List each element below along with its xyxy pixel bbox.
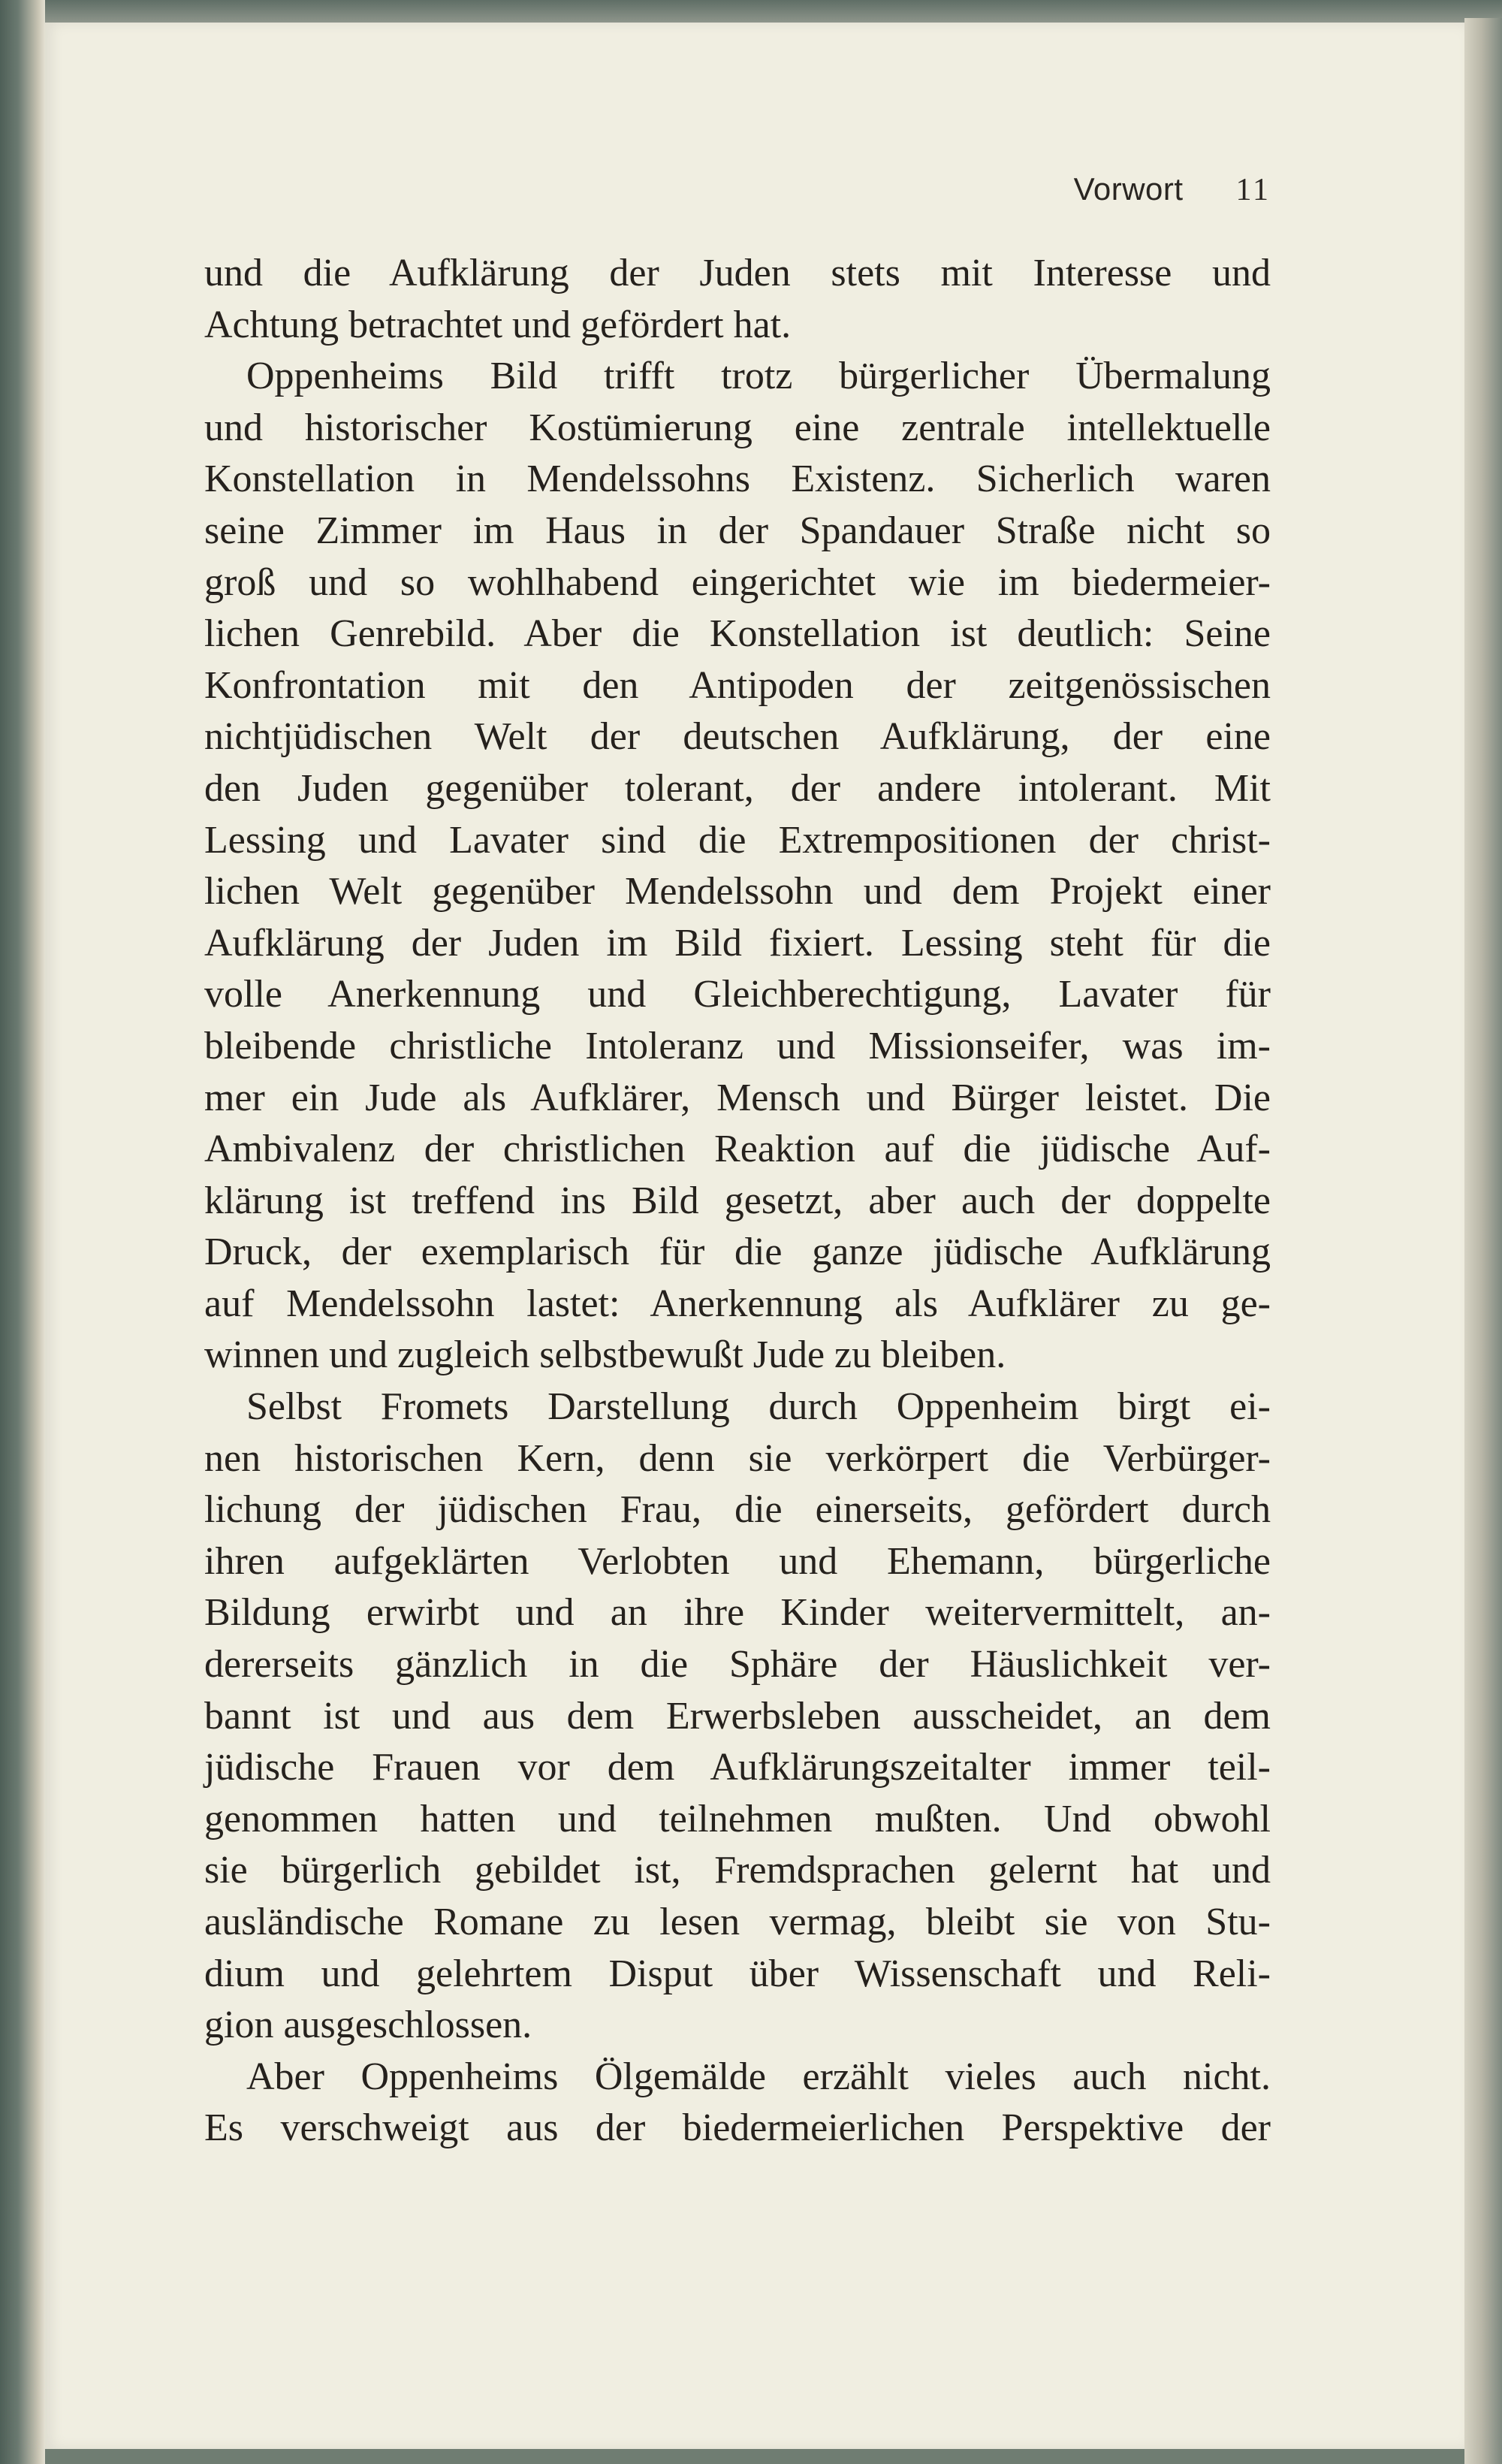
body-text bbox=[204, 248, 1271, 2154]
text-line: volle Anerkennung und Gleichberechtigung, Lavater für bbox=[204, 973, 1271, 1016]
page-top-edge bbox=[45, 0, 1502, 23]
text-line: winnen und zugleich selbstbewußt Jude zu bleiben. bbox=[204, 1333, 1006, 1377]
text-line: Konstellation in Mendelssohns Existenz. Sicherlich waren bbox=[204, 457, 1271, 501]
text-line: Konfrontation mit den Antipoden der zeitgenössischen bbox=[204, 663, 1271, 707]
running-header-title: Vorwort bbox=[1073, 171, 1184, 207]
text-line: dererseits gänzlich in die Sphäre der Häuslichkeit ver- bbox=[204, 1643, 1271, 1686]
text-line: auf Mendelssohn lastet: Anerkennung als Aufklärer zu ge- bbox=[204, 1282, 1271, 1325]
text-line: nichtjüdischen Welt der deutschen Aufklärung, der eine bbox=[204, 715, 1271, 759]
text-line: gion ausgeschlossen. bbox=[204, 2004, 532, 2047]
text-line: mer ein Jude als Aufklärer, Mensch und Bürger leistet. Die bbox=[204, 1076, 1271, 1119]
text-line: den Juden gegenüber tolerant, der andere intolerant. Mit bbox=[204, 766, 1271, 810]
text-line: und die Aufklärung der Juden stets mit Interesse und bbox=[204, 252, 1271, 294]
text-line: Lessing und Lavater sind die Extrempositionen der christ- bbox=[204, 818, 1271, 862]
text-line: lichen Genrebild. Aber die Konstellation ist deutlich: Seine bbox=[204, 612, 1271, 656]
text-line: Bildung erwirbt und an ihre Kinder weitervermittelt, an- bbox=[204, 1591, 1271, 1635]
text-line: Oppenheims Bild trifft trotz bürgerlicher Übermalung bbox=[246, 355, 1271, 398]
text-line: bannt ist und aus dem Erwerbsleben ausscheidet, an dem bbox=[204, 1694, 1271, 1738]
text-line: Selbst Fromets Darstellung durch Oppenheim birgt ei- bbox=[246, 1385, 1271, 1429]
text-line: ihren aufgeklärten Verlobten und Ehemann, bürgerliche bbox=[204, 1539, 1271, 1583]
text-line: ausländische Romane zu lesen vermag, bleibt sie von Stu- bbox=[204, 1901, 1271, 1943]
text-line: lichen Welt gegenüber Mendelssohn und dem Projekt einer bbox=[204, 870, 1271, 913]
page-right-edge bbox=[1464, 18, 1502, 2464]
text-line: groß und so wohlhabend eingerichtet wie im biedermeier- bbox=[204, 560, 1271, 604]
text-line: jüdische Frauen vor dem Aufklärungszeitalter immer teil- bbox=[204, 1746, 1271, 1789]
text-line: Achtung betrachtet und gefördert hat. bbox=[204, 303, 792, 346]
text-line: Druck, der exemplarisch für die ganze jüdische Aufklärung bbox=[204, 1230, 1271, 1274]
text-line: seine Zimmer im Haus in der Spandauer Straße nicht so bbox=[204, 509, 1271, 552]
text-line: Es verschweigt aus der biedermeierlichen Perspektive der bbox=[204, 2106, 1271, 2150]
text-line: dium und gelehrtem Disput über Wissenschaft und Reli- bbox=[204, 1952, 1271, 1995]
book-spine-shadow bbox=[0, 0, 45, 2464]
text-line: lichung der jüdischen Frau, die einerseits, gefördert durch bbox=[204, 1488, 1271, 1532]
text-line: Aber Oppenheims Ölgemälde erzählt vieles auch nicht. bbox=[246, 2055, 1271, 2098]
text-line: genommen hatten und teilnehmen mußten. Und obwohl bbox=[204, 1797, 1271, 1840]
running-header bbox=[204, 171, 1271, 208]
text-line: bleibende christliche Intoleranz und Missionseifer, was im- bbox=[204, 1024, 1271, 1067]
text-line: klärung ist treffend ins Bild gesetzt, aber auch der doppelte bbox=[204, 1179, 1271, 1222]
text-line: nen historischen Kern, denn sie verkörpert die Verbürger- bbox=[204, 1436, 1271, 1480]
text-line: Aufklärung der Juden im Bild fixiert. Lessing steht für die bbox=[204, 921, 1271, 965]
text-line: sie bürgerlich gebildet ist, Fremdsprachen gelernt hat und bbox=[204, 1849, 1271, 1892]
text-line: und historischer Kostümierung eine zentrale intellektuelle bbox=[204, 406, 1271, 449]
text-line: Ambivalenz der christlichen Reaktion auf die jüdische Auf- bbox=[204, 1128, 1271, 1171]
page-number: 11 bbox=[1235, 173, 1271, 207]
